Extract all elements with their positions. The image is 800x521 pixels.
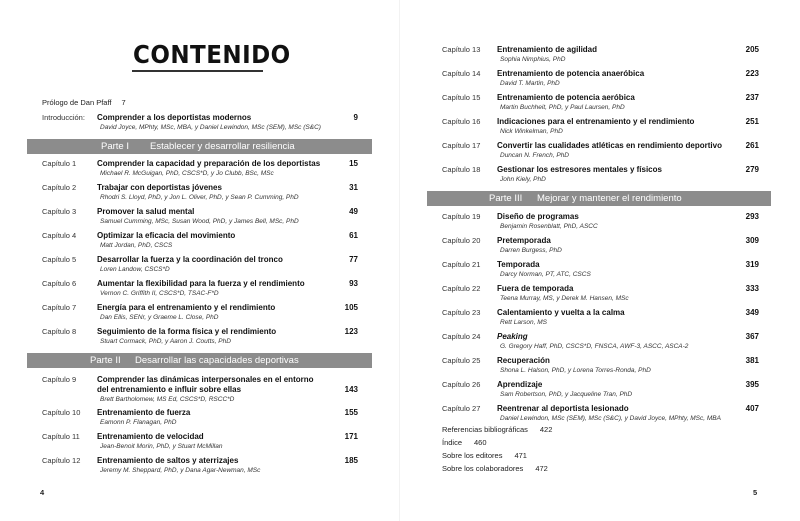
chapter-label: Capítulo 6 <box>42 279 77 288</box>
chapter-entry[interactable] <box>42 408 362 430</box>
chapter-title: Aprendizaje <box>497 380 543 389</box>
chapter-authors: David T. Martin, PhD <box>500 80 560 87</box>
chapter-authors: Benjamin Rosenblatt, PhD, ASCC <box>500 223 598 230</box>
back-matter-label: Sobre los colaboradores <box>442 464 524 473</box>
chapter-authors: Dan Ellis, SENr, y Graeme L. Close, PhD <box>100 314 219 321</box>
page-title: CONTENIDO <box>133 40 291 69</box>
chapter-label: Capítulo 24 <box>442 332 481 341</box>
part-3-header <box>427 191 771 206</box>
chapter-authors: Loren Landow, CSCS*D <box>100 266 170 273</box>
chapter-title: Diseño de programas <box>497 212 579 221</box>
chapter-title: Desarrollar la fuerza y la coordinación del tronco <box>97 255 283 264</box>
chapter-label: Capítulo 1 <box>42 159 77 168</box>
chapter-title: Entrenamiento de saltos y aterrizajes <box>97 456 239 465</box>
chapter-page: 185 <box>344 456 358 465</box>
chapter-page: 293 <box>745 212 759 221</box>
chapter-label: Capítulo 13 <box>442 45 481 54</box>
intro-title: Comprender a los deportistas modernos <box>97 113 252 122</box>
chapter-title: Peaking <box>497 332 528 341</box>
chapter-title: Convertir las cualidades atléticas en rendimiento deportivo <box>497 141 722 150</box>
back-matter-page: 471 <box>514 451 527 460</box>
chapter-page: 407 <box>745 404 759 413</box>
right-page <box>400 0 800 521</box>
chapter-title: Energía para el entrenamiento y el rendimiento <box>97 303 276 312</box>
chapter-authors: G. Gregory Haff, PhD, CSCS*D, FNSCA, AWF-3, ASCC, ASCA-2 <box>500 343 689 350</box>
chapter-page: 223 <box>745 69 759 78</box>
part-2-header <box>27 353 372 368</box>
chapter-label: Capítulo 3 <box>42 207 77 216</box>
chapter-page: 77 <box>349 255 358 264</box>
back-matter-label: Índice <box>442 438 463 447</box>
chapter-page: 61 <box>349 231 358 240</box>
part-1-label: Parte I <box>101 141 129 152</box>
chapter-entry[interactable] <box>42 303 362 325</box>
chapter-entry[interactable] <box>42 207 362 229</box>
chapter-authors: Shona L. Halson, PhD, y Lorena Torres-Ronda, PhD <box>500 367 651 374</box>
chapter-title: Reentrenar al deportista lesionado <box>497 404 629 413</box>
chapter-label: Capítulo 4 <box>42 231 77 240</box>
chapter-authors: Eamonn P. Flanagan, PhD <box>100 419 177 426</box>
back-matter-label: Sobre los editores <box>442 451 503 460</box>
chapter-page: 319 <box>745 260 759 269</box>
chapter-page: 237 <box>745 93 759 102</box>
chapter-page: 105 <box>344 303 358 312</box>
chapter-title: Entrenamiento de velocidad <box>97 432 204 441</box>
chapter-title: Gestionar los estresores mentales y físicos <box>497 165 662 174</box>
chapter-title: Indicaciones para el entrenamiento y el rendimiento <box>497 117 695 126</box>
back-matter-label: Referencias bibliográficas <box>442 425 528 434</box>
chapter-page: 349 <box>745 308 759 317</box>
chapter-entry[interactable] <box>42 159 362 181</box>
chapter-title: Recuperación <box>497 356 550 365</box>
chapter-entry[interactable] <box>42 456 362 478</box>
chapter-authors: Sam Robertson, PhD, y Jacqueline Tran, PhD <box>500 391 633 398</box>
chapter-label: Capítulo 23 <box>442 308 481 317</box>
chapter-authors: Stuart Cormack, PhD, y Aaron J. Coutts, PhD <box>100 338 231 345</box>
part-3-label: Parte III <box>489 193 523 204</box>
chapter-entry[interactable] <box>442 93 762 115</box>
chapter-label: Capítulo 21 <box>442 260 481 269</box>
chapter-entry[interactable] <box>42 183 362 205</box>
part-1-title: Establecer y desarrollar resiliencia <box>150 141 295 152</box>
part-2-title: Desarrollar las capacidades deportivas <box>135 355 299 366</box>
chapter-title: Entrenamiento de fuerza <box>97 408 191 417</box>
chapter-entry[interactable] <box>442 117 762 139</box>
chapter-title: Promover la salud mental <box>97 207 195 216</box>
back-matter-references[interactable] <box>442 425 552 434</box>
chapter-authors: Martin Buchheit, PhD, y Paul Laursen, PhD <box>500 104 625 111</box>
intro-authors: David Joyce, MPhty, MSc, MBA, y Daniel Lewindon, MSc (SEM), MSc (S&C) <box>100 124 321 131</box>
chapter-authors: Teena Murray, MS, y Derek M. Hansen, MSc <box>500 295 629 302</box>
chapter-entry[interactable] <box>442 380 762 402</box>
chapter-page: 143 <box>344 385 358 394</box>
chapter-page: 251 <box>745 117 759 126</box>
back-matter-contributors[interactable] <box>442 464 548 473</box>
back-matter-page: 422 <box>539 425 553 434</box>
chapter-label: Capítulo 18 <box>442 165 481 174</box>
chapter-title-line1: Comprender las dinámicas interpersonales en el entorno <box>97 375 314 384</box>
chapter-label: Capítulo 25 <box>442 356 481 365</box>
chapter-page: 261 <box>745 141 759 150</box>
chapter-authors: Darcy Norman, PT, ATC, CSCS <box>500 271 591 278</box>
chapter-title: Temporada <box>497 260 540 269</box>
chapter-entry[interactable] <box>442 165 762 187</box>
chapter-page: 279 <box>745 165 759 174</box>
chapter-entry[interactable] <box>42 279 362 301</box>
chapter-authors: Jean-Benoit Morin, PhD, y Stuart McMillan <box>100 443 223 450</box>
prologue-page: 7 <box>121 98 126 107</box>
chapter-label: Capítulo 22 <box>442 284 481 293</box>
chapter-page: 49 <box>349 207 358 216</box>
back-matter-page: 472 <box>535 464 548 473</box>
chapter-page: 171 <box>344 432 358 441</box>
chapter-entry[interactable] <box>442 236 762 258</box>
chapter-authors: Daniel Lewindon, MSc (SEM), MSc (S&C), y David Joyce, MPhty, MSc, MBA <box>500 415 721 422</box>
chapter-title: Trabajar con deportistas jóvenes <box>97 183 222 192</box>
chapter-page: 15 <box>349 159 358 168</box>
chapter-page: 381 <box>745 356 759 365</box>
chapter-page: 93 <box>349 279 358 288</box>
chapter-label: Capítulo 16 <box>442 117 481 126</box>
part-1-header <box>27 139 372 154</box>
chapter-title: Optimizar la eficacia del movimiento <box>97 231 236 240</box>
chapter-authors: Sophia Nimphius, PhD <box>500 56 566 63</box>
chapter-entry[interactable] <box>42 231 362 253</box>
chapter-authors: Vernon C. Griffith II, CSCS*D, TSAC-F*D <box>100 290 219 297</box>
chapter-entry[interactable] <box>442 284 762 306</box>
chapter-authors: Rett Larson, MS <box>500 319 547 326</box>
chapter-title: Seguimiento de la forma física y el rendimiento <box>97 327 277 336</box>
chapter-entry[interactable] <box>42 375 362 405</box>
intro-label: Introducción: <box>42 113 85 122</box>
chapter-entry[interactable] <box>442 356 762 378</box>
chapter-label: Capítulo 27 <box>442 404 481 413</box>
chapter-label: Capítulo 12 <box>42 456 81 465</box>
chapter-label: Capítulo 20 <box>442 236 481 245</box>
back-matter-editors[interactable] <box>442 451 527 460</box>
chapter-label: Capítulo 14 <box>442 69 481 78</box>
chapter-title-line2: del entrenamiento e influir sobre ellas <box>97 385 242 394</box>
chapter-entry[interactable] <box>442 260 762 282</box>
chapter-authors: Samuel Cumming, MSc, Susan Wood, PhD, y James Bell, MSc, PhD <box>100 218 299 225</box>
chapter-label: Capítulo 10 <box>42 408 81 417</box>
chapter-entry[interactable] <box>42 432 362 454</box>
chapter-label: Capítulo 9 <box>42 375 77 384</box>
chapter-entry[interactable] <box>42 255 362 277</box>
chapter-title: Entrenamiento de potencia aeróbica <box>497 93 635 102</box>
chapter-title: Comprender la capacidad y preparación de los deportistas <box>97 159 321 168</box>
chapter-authors: Nick Winkelman, PhD <box>500 128 563 135</box>
chapter-label: Capítulo 7 <box>42 303 77 312</box>
chapter-page: 309 <box>745 236 759 245</box>
chapter-authors: Michael R. McGuigan, PhD, CSCS*D, y Jo Clubb, BSc, MSc <box>100 170 274 177</box>
page-number-left: 4 <box>40 488 45 497</box>
chapter-label: Capítulo 26 <box>442 380 481 389</box>
chapter-label: Capítulo 19 <box>442 212 481 221</box>
chapter-label: Capítulo 17 <box>442 141 481 150</box>
chapter-title: Fuera de temporada <box>497 284 574 293</box>
back-matter-page: 460 <box>474 438 487 447</box>
intro-entry[interactable] <box>42 113 362 135</box>
chapter-title: Entrenamiento de agilidad <box>497 45 598 54</box>
chapter-entry[interactable] <box>442 308 762 330</box>
chapter-authors: Jeremy M. Sheppard, PhD, y Dana Agar-Newman, MSc <box>100 467 261 474</box>
chapter-page: 123 <box>344 327 358 336</box>
chapter-label: Capítulo 5 <box>42 255 77 264</box>
chapter-title: Aumentar la flexibilidad para la fuerza y el rendimiento <box>97 279 305 288</box>
chapter-page: 333 <box>745 284 759 293</box>
chapter-page: 205 <box>745 45 759 54</box>
chapter-entry[interactable] <box>442 141 762 163</box>
chapter-authors: Brett Bartholomew, MS Ed, CSCS*D, RSCC*D <box>100 396 235 403</box>
back-matter-index[interactable] <box>442 438 487 447</box>
chapter-entry[interactable] <box>42 327 362 349</box>
chapter-page: 155 <box>344 408 358 417</box>
chapter-page: 31 <box>349 183 358 192</box>
chapter-title: Entrenamiento de potencia anaeróbica <box>497 69 645 78</box>
part-2-label: Parte II <box>90 355 121 366</box>
chapter-entry[interactable] <box>442 332 762 354</box>
chapter-entry[interactable] <box>442 69 762 91</box>
chapter-title: Calentamiento y vuelta a la calma <box>497 308 625 317</box>
chapter-entry[interactable] <box>442 404 762 426</box>
chapter-label: Capítulo 8 <box>42 327 77 336</box>
chapter-authors: Duncan N. French, PhD <box>500 152 570 159</box>
chapter-page: 395 <box>745 380 759 389</box>
intro-page: 9 <box>353 113 358 122</box>
chapter-page: 367 <box>745 332 759 341</box>
page-number-right: 5 <box>753 488 758 497</box>
chapter-entry[interactable] <box>442 212 762 234</box>
chapter-authors: John Kiely, PhD <box>500 176 546 183</box>
chapter-title: Pretemporada <box>497 236 551 245</box>
chapter-authors: Matt Jordan, PhD, CSCS <box>100 242 173 249</box>
title-rule <box>132 70 263 72</box>
chapter-label: Capítulo 11 <box>42 432 80 441</box>
part-3-title: Mejorar y mantener el rendimiento <box>537 193 682 204</box>
chapter-label: Capítulo 15 <box>442 93 481 102</box>
chapter-authors: Rhodri S. Lloyd, PhD, y Jon L. Oliver, PhD, y Sean P. Cumming, PhD <box>100 194 299 201</box>
chapter-label: Capítulo 2 <box>42 183 77 192</box>
prologue-label: Prólogo de Dan Pfaff <box>42 98 112 107</box>
prologue-entry[interactable] <box>42 98 126 107</box>
chapter-entry[interactable] <box>442 45 762 67</box>
chapter-authors: Darren Burgess, PhD <box>500 247 562 254</box>
